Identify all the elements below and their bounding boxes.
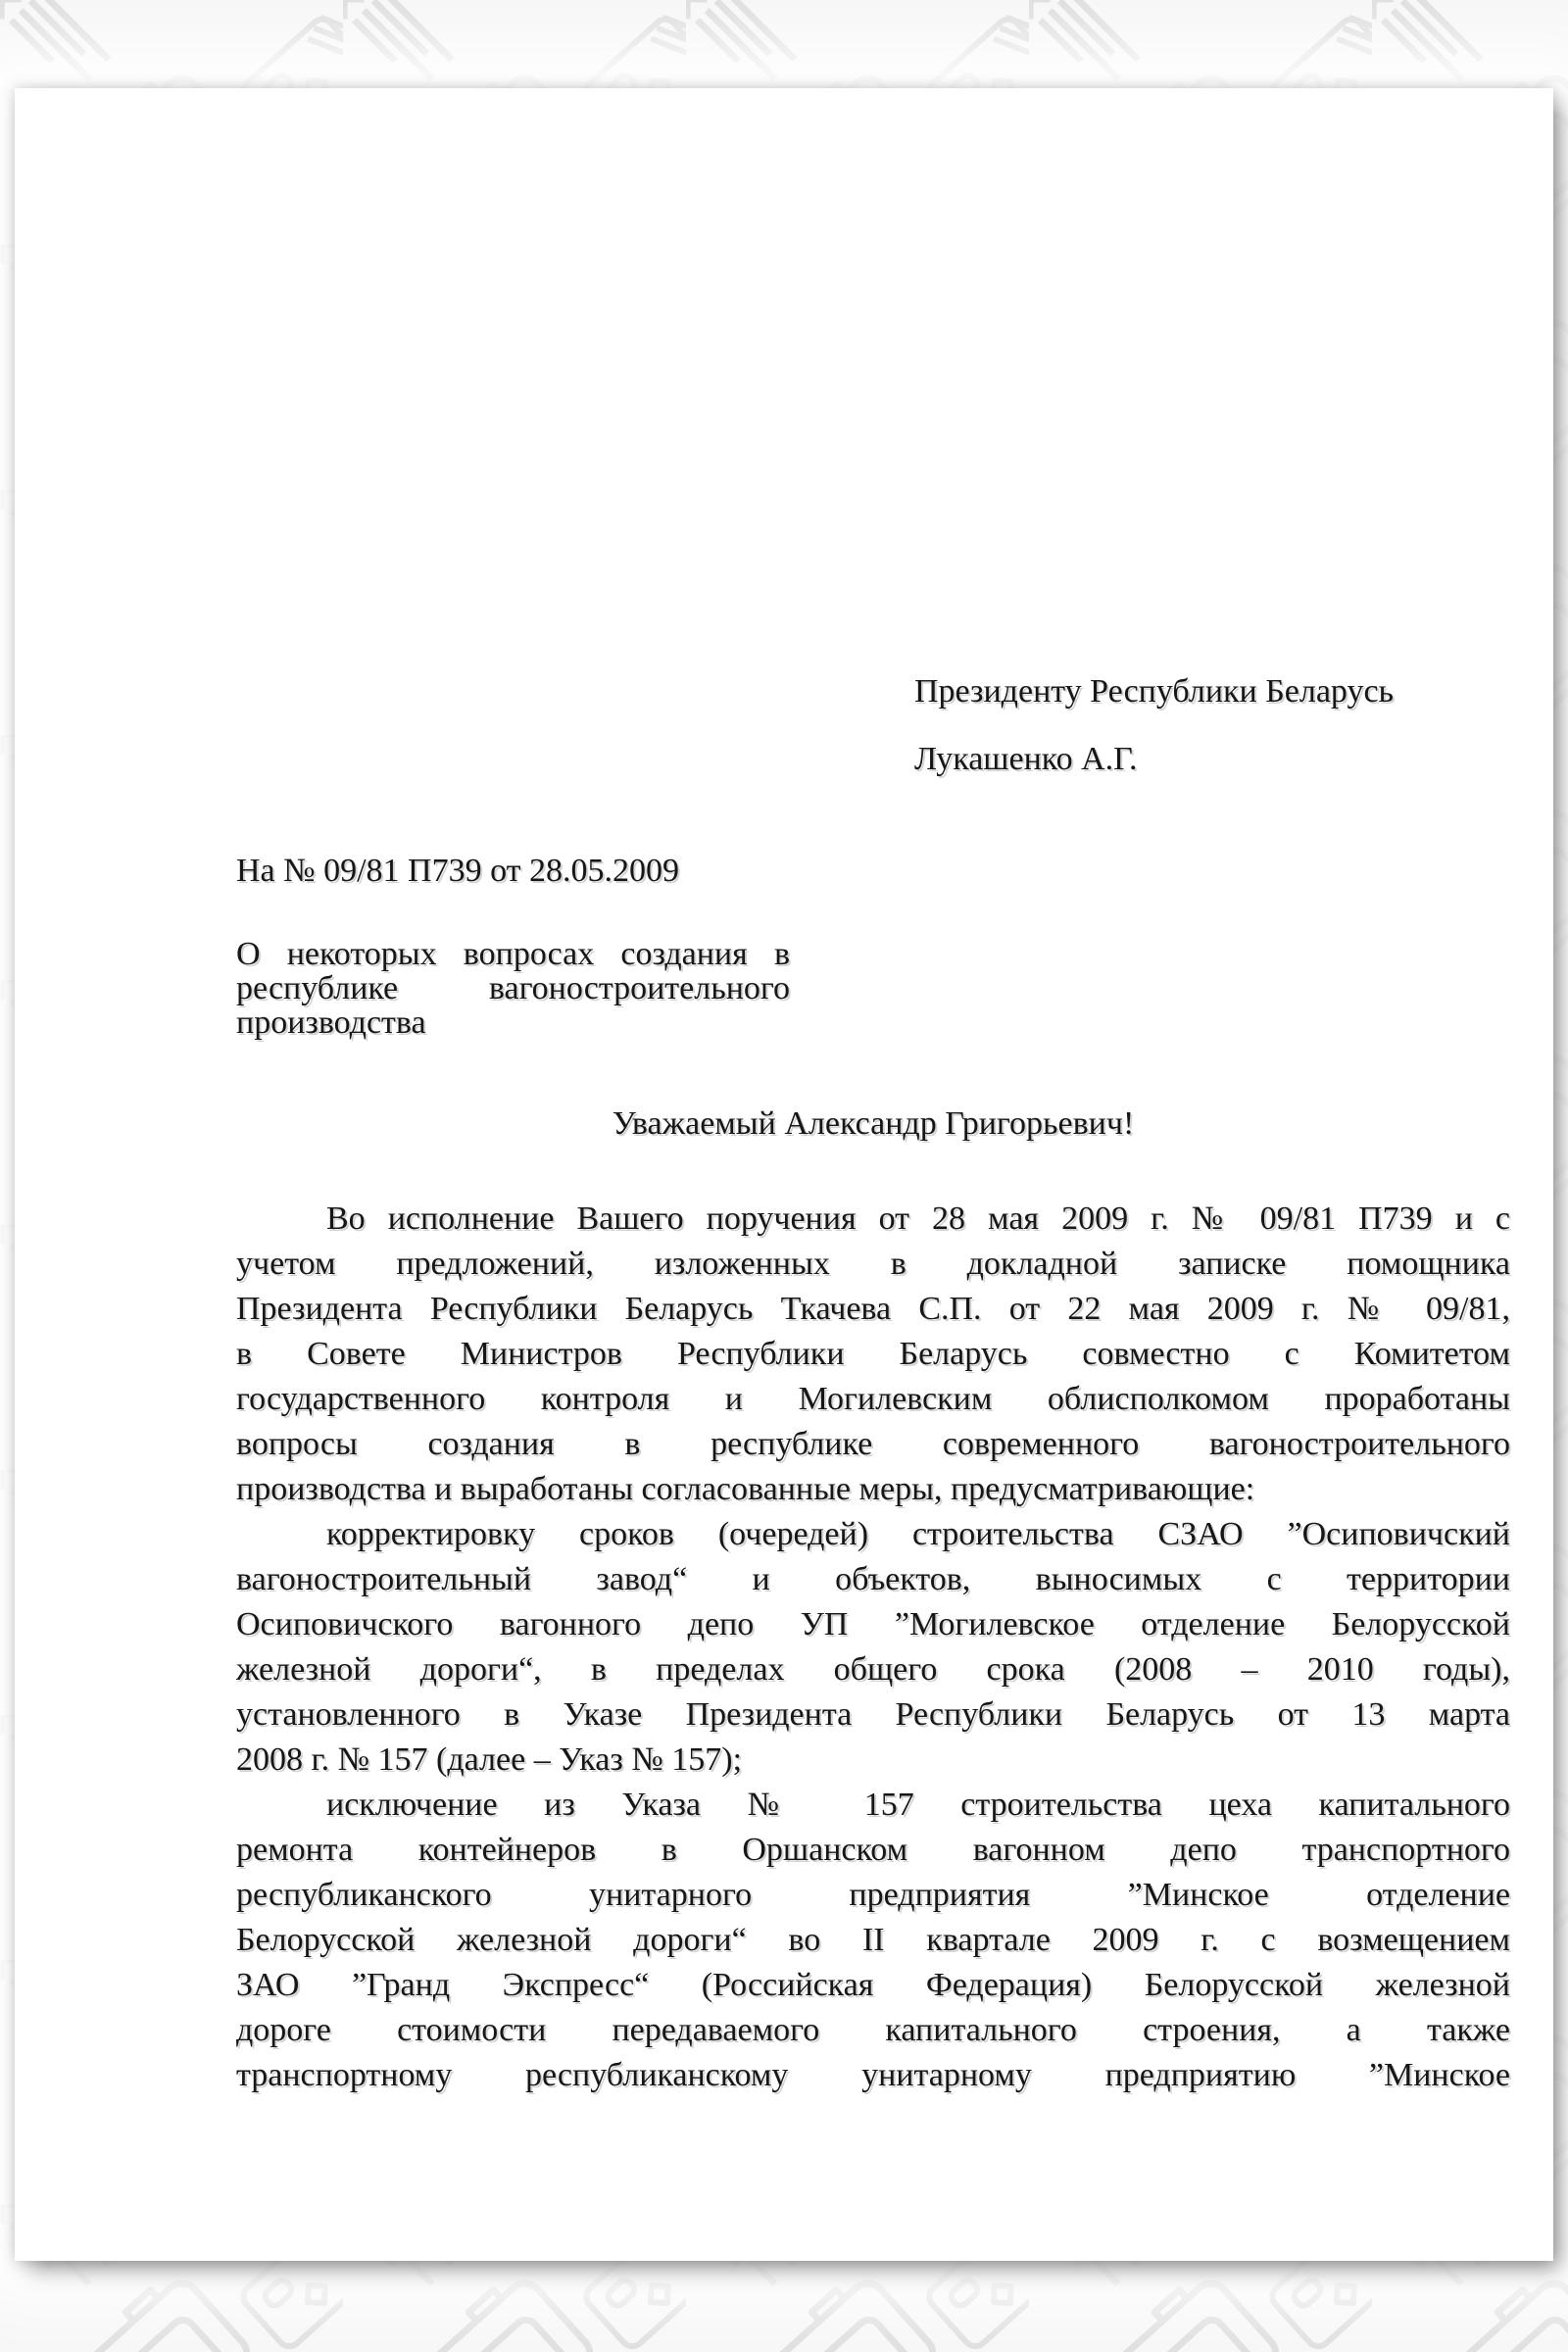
body-line: в Совете Министров Республики Беларусь совместно с Комитетом: [236, 1336, 1510, 1372]
recipient-line: Лукашенко А.Г.: [914, 741, 1138, 777]
recipient-line: Президенту Республики Беларусь: [914, 673, 1395, 710]
body-line: транспортному республиканскому унитарному предприятию ”Минское: [236, 2057, 1510, 2093]
body-line: корректировку сроков (очередей) строительства СЗАО ”Осиповичский: [326, 1516, 1510, 1552]
body-line: ремонта контейнеров в Оршанском вагонном депо транспортного: [236, 1832, 1510, 1868]
body-line: исключение из Указа № 157 строительства цеха капитального: [326, 1787, 1510, 1823]
body-line: ЗАО ”Гранд Экспресс“ (Российская Федерация) Белорусской железной: [236, 1967, 1510, 2003]
body-line: вопросы создания в республике современного вагоностроительного: [236, 1426, 1510, 1462]
body-line: Во исполнение Вашего поручения от 28 мая 2009 г. № 09/81 П739 и с: [326, 1200, 1510, 1237]
body-line: Осиповичского вагонного депо УП ”Могилевское отделение Белорусской: [236, 1606, 1510, 1642]
recipient-block: [914, 674, 1394, 777]
body-line: производства и выработаны согласованные меры, предусматривающие:: [236, 1471, 1255, 1507]
body-line: 2008 г. № 157 (далее – Указ № 157);: [236, 1741, 743, 1778]
salutation: Уважаемый Александр Григорьевич!: [612, 1105, 1135, 1142]
body-line: Белорусской железной дороги“ во II квартале 2009 г. с возмещением: [236, 1922, 1510, 1958]
body-line: государственного контроля и Могилевским облисполкомом проработаны: [236, 1381, 1510, 1417]
subject-line: производства: [236, 1004, 426, 1041]
letter-page: [15, 88, 1553, 2261]
letter-body: [236, 1197, 1510, 2098]
subject-line: республике вагоностроительного: [236, 970, 790, 1006]
body-line: дороге стоимости передаваемого капитального строения, а также: [236, 2012, 1510, 2048]
subject-block: [236, 937, 790, 1040]
body-line: учетом предложений, изложенных в докладной записке помощника: [236, 1246, 1510, 1282]
reference-number: На № 09/81 П739 от 28.05.2009: [236, 853, 679, 889]
subject-line: О некоторых вопросах создания в: [236, 936, 790, 972]
body-line: Президента Республики Беларусь Ткачева С.П. от 22 мая 2009 г. № 09/81,: [236, 1291, 1510, 1327]
body-line: вагоностроительный завод“ и объектов, выносимых с территории: [236, 1561, 1510, 1597]
body-line: установленного в Указе Президента Республики Беларусь от 13 марта: [236, 1696, 1510, 1733]
body-line: железной дороги“, в пределах общего срока (2008 – 2010 годы),: [236, 1651, 1510, 1688]
body-line: республиканского унитарного предприятия ”Минское отделение: [236, 1877, 1510, 1913]
